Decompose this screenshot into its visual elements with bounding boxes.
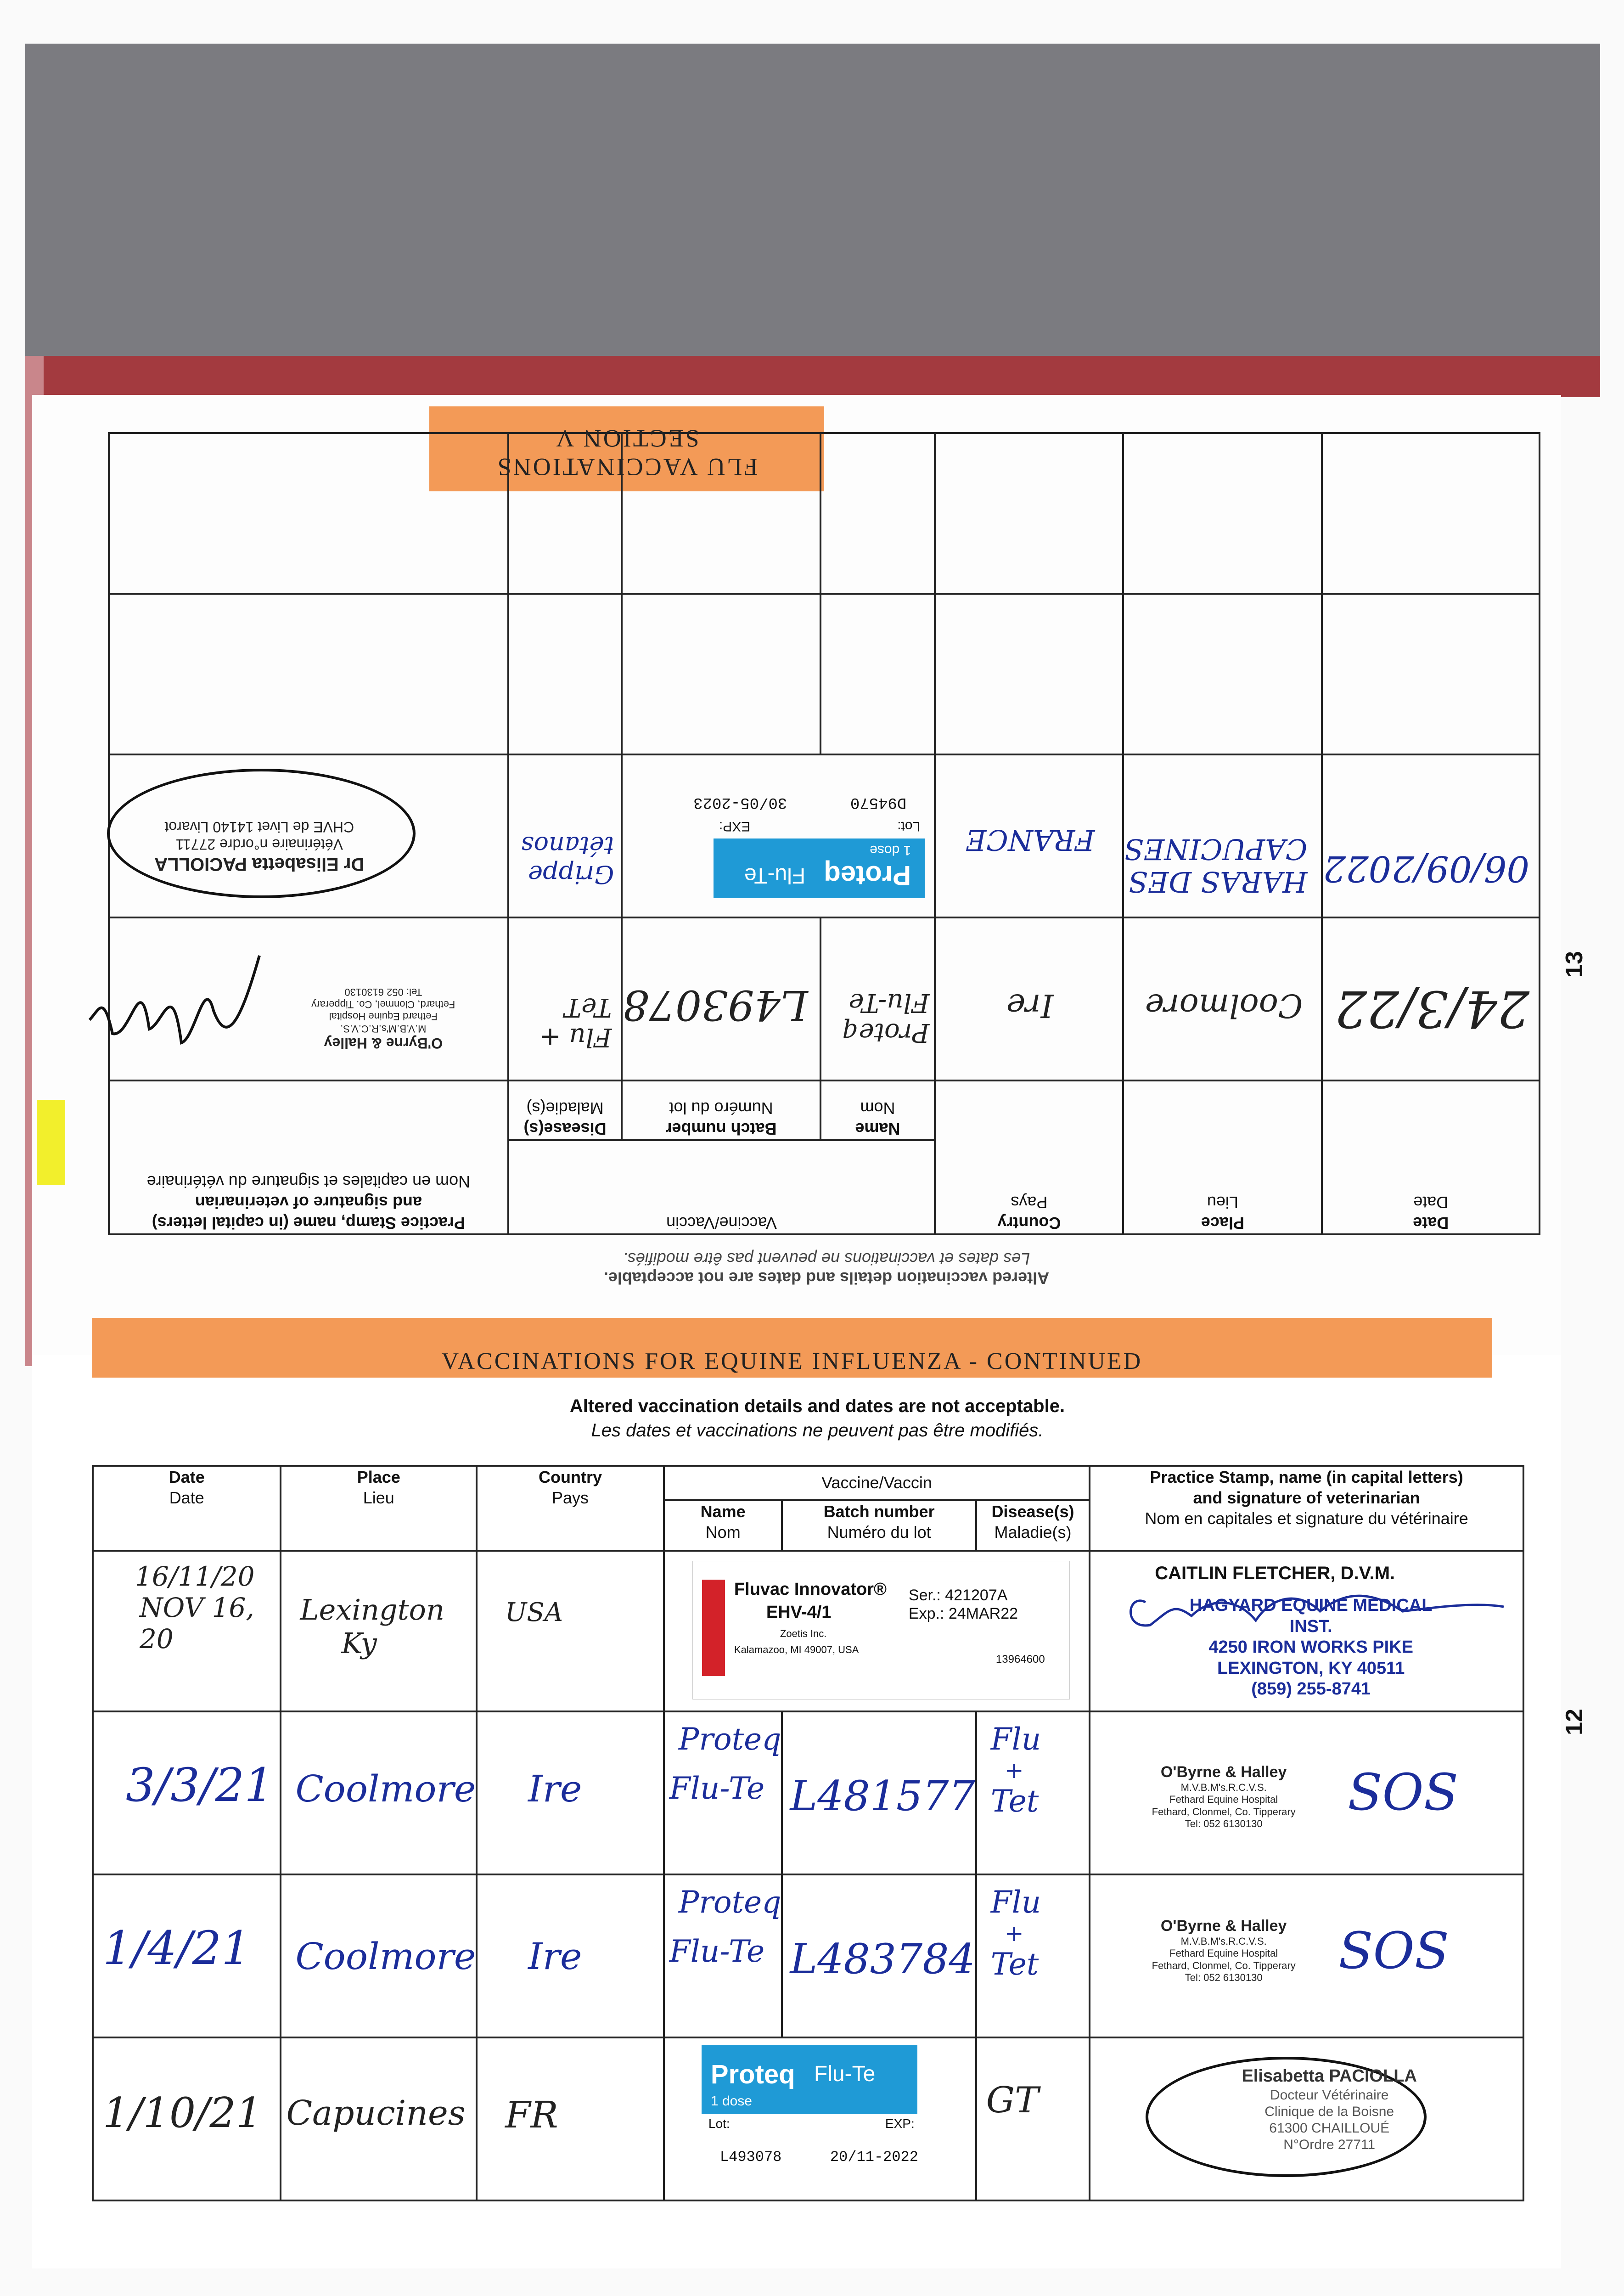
label-exp-caption: EXP:: [719, 819, 751, 834]
cell-place: Coolmore: [1123, 917, 1322, 1080]
cell-disease: Flu + TeT: [508, 917, 622, 1080]
upper-notice: [505, 1249, 1148, 1288]
vet-name: CAITLIN FLETCHER, D.V.M.: [1155, 1563, 1395, 1583]
label-lot: L493078: [719, 2149, 782, 2166]
cell-disease: Flu + Tet: [976, 1711, 1090, 1874]
vet-stamp: O'Byrne & Halley M.V.B.M's.R.C.V.S. Fethard Equine Hospital Fethard, Clonmel, Co. Tipperary Tel: 052 6130130: [1152, 1763, 1296, 1829]
cell-date: 24/3/22: [1322, 917, 1540, 1080]
label-dose: 1 dose: [710, 2093, 752, 2109]
cell-country: USA: [477, 1551, 664, 1711]
fluvac-label: [692, 1561, 1070, 1699]
header-place: Place Lieu: [1123, 1080, 1322, 1234]
section-tab-title: FLU VACCINATIONS: [495, 453, 758, 481]
header-name: Name Nom: [664, 1500, 782, 1551]
page-number-13: 13: [1561, 951, 1588, 978]
cell-name: Proteq Flu-Te: [820, 917, 935, 1080]
cell-stamp: [1090, 1874, 1523, 2037]
proteq-label: [714, 838, 925, 898]
cell-date: 06/09/2022: [1322, 754, 1540, 917]
header-stamp: Practice Stamp, name (in capital letters) and signature of veterinarian Nom en capitales et signature du vétérinaire: [109, 1080, 508, 1234]
label-product-2: EHV-4/1: [766, 1603, 832, 1622]
label-product: Flu-Te: [744, 863, 806, 888]
zoetis-logo-bar: [702, 1580, 725, 1676]
vet-stamp: O'Byrne & Halley M.V.B.M's.R.C.V.S. Fethard Equine Hospital Fethard, Clonmel, Co. Tipperary Tel: 052 6130130: [1152, 1917, 1296, 1983]
cell-batch: L481577: [782, 1711, 976, 1874]
cell-stamp: [1090, 1711, 1523, 1874]
cell-place: Capucines: [281, 2037, 477, 2200]
table-row: [109, 917, 1540, 1080]
cell-place: HARAS DES CAPUCINES: [1123, 754, 1322, 917]
cell-vaccine-label: [622, 754, 935, 917]
header-vaccine: Vaccine/Vaccin: [508, 1140, 935, 1234]
upper-vaccination-table-rotated: [108, 501, 1540, 1235]
header-vaccine: Vaccine/Vaccin: [664, 1466, 1090, 1500]
cell-disease: Flu + Tet: [976, 1874, 1090, 2037]
label-lot-caption: Lot:: [708, 2116, 730, 2131]
header-date: Date Date: [1322, 1080, 1540, 1234]
vet-stamp: Elisabetta PACIOLLA Docteur Vétérinaire Clinique de la Boisne 61300 CHAILLOUÉ N°Ordre 27711: [1242, 2066, 1417, 2152]
table-row-empty: [109, 594, 1540, 754]
label-product: Flu-Te: [814, 2062, 876, 2086]
upper-notice-en: Altered vaccination details and dates are not acceptable.: [603, 1269, 1050, 1288]
cell-disease: GT: [976, 2037, 1090, 2200]
table-row: [93, 1711, 1523, 1874]
yellow-tab-marker: [37, 1100, 65, 1185]
label-address: Kalamazoo, MI 49007, USA: [734, 1644, 859, 1655]
cell-country: Ire: [477, 1711, 664, 1874]
label-maker: Zoetis Inc.: [780, 1628, 827, 1639]
table-row: [93, 1874, 1523, 2037]
continued-tab-title: VACCINATIONS FOR EQUINE INFLUENZA - CONTINUED: [441, 1348, 1143, 1374]
page-number-12: 12: [1561, 1709, 1588, 1735]
vet-initials: SOS: [1348, 1763, 1459, 1822]
vet-signature: [85, 933, 269, 1066]
continued-tab: [92, 1318, 1492, 1378]
cell-place: Lexington Ky: [281, 1551, 477, 1711]
cell-disease: Grippe tétanos: [508, 754, 622, 917]
header-name: Name Nom: [820, 1080, 935, 1140]
label-expiry: Exp.: 24MAR22: [908, 1605, 1018, 1622]
cell-country: FRANCE: [935, 754, 1123, 917]
label-exp: 30/05-2023: [693, 793, 787, 811]
header-place: Place Lieu: [281, 1466, 477, 1551]
cell-place: Coolmore: [281, 1711, 477, 1874]
vet-stamp: HAGYARD EQUINE MEDICAL INST. 4250 IRON WORKS PIKE LEXINGTON, KY 40511 (859) 255-8741: [1189, 1596, 1433, 1699]
lower-notice-en: Altered vaccination details and dates are not acceptable.: [569, 1396, 1065, 1416]
cell-batch: L493078: [622, 917, 820, 1080]
section-tab-subtitle: SECTION V: [554, 425, 699, 452]
label-exp: 20/11-2022: [830, 2149, 918, 2166]
cell-name: Proteq Flu-Te: [664, 1874, 782, 2037]
vet-initials: SOS: [1338, 1921, 1450, 1980]
label-brand: Proteq: [824, 860, 911, 891]
upper-vaccination-table: [108, 432, 1540, 1235]
header-disease: Disease(s) Maladie(s): [508, 1080, 622, 1140]
lower-vaccination-table: [92, 1465, 1524, 2201]
label-lot: D94570: [850, 793, 907, 811]
header-disease: Disease(s) Maladie(s): [976, 1500, 1090, 1551]
proteq-label: [702, 2045, 917, 2114]
header-country: Country Pays: [477, 1466, 664, 1551]
label-dose: 1 dose: [870, 843, 911, 858]
cell-date: 1/4/21: [93, 1874, 281, 2037]
cell-stamp: [1090, 2037, 1523, 2200]
cell-stamp: [1090, 1551, 1523, 1711]
cell-name: Proteq Flu-Te: [664, 1711, 782, 1874]
table-row: [93, 2037, 1523, 2200]
label-code: 13964600: [995, 1653, 1045, 1666]
vet-stamp: Dr Elisabetta PACIOLLA Vétérinaire n°ordre 27711 CHVE de Livet 14140 Livarot: [154, 818, 365, 874]
label-brand: Proteq: [710, 2060, 795, 2089]
cell-place: Coolmore: [281, 1874, 477, 2037]
scanner-background: [25, 44, 1600, 356]
cell-batch: L483784: [782, 1874, 976, 2037]
cell-date: 16/11/20 NOV 16, 20: [93, 1551, 281, 1711]
cell-country: Ire: [477, 1874, 664, 2037]
cell-vaccine-label: [664, 2037, 976, 2200]
cell-stamp: [109, 917, 508, 1080]
passport-cover-edge: [25, 356, 1600, 397]
label-exp-caption: EXP:: [885, 2116, 915, 2131]
cell-stamp: [109, 754, 508, 917]
lower-notice-fr: Les dates et vaccinations ne peuvent pas être modifiés.: [591, 1420, 1044, 1441]
table-row-empty: [109, 433, 1540, 594]
header-batch: Batch number Numéro du lot: [782, 1500, 976, 1551]
header-stamp: Practice Stamp, name (in capital letters) and signature of veterinarian Nom en capitales et signature du vétérinaire: [1090, 1466, 1523, 1551]
table-row: [93, 1551, 1523, 1711]
label-lot-caption: Lot:: [897, 819, 921, 834]
label-serial: Ser.: 421207A: [908, 1587, 1008, 1604]
header-batch: Batch number Numéro du lot: [622, 1080, 820, 1140]
cell-date: 3/3/21: [93, 1711, 281, 1874]
vet-stamp: O'Byrne & Halley M.V.B.M's.R.C.V.S. Fethard Equine Hospital Fethard, Clonmel, Co. Tipperary Tel: 052 6130130: [311, 986, 455, 1052]
lower-notice: [459, 1396, 1175, 1441]
table-row: [109, 754, 1540, 917]
label-product: Fluvac Innovator®: [734, 1580, 887, 1599]
header-country: Country Pays: [935, 1080, 1123, 1234]
cell-country: Ire: [935, 917, 1123, 1080]
cell-vaccine-label: [664, 1551, 1090, 1711]
cell-country: FR: [477, 2037, 664, 2200]
cell-date: 1/10/21: [93, 2037, 281, 2200]
header-date: Date Date: [93, 1466, 281, 1551]
upper-notice-fr: Les dates et vaccinations ne peuvent pas être modifiés.: [623, 1249, 1030, 1268]
